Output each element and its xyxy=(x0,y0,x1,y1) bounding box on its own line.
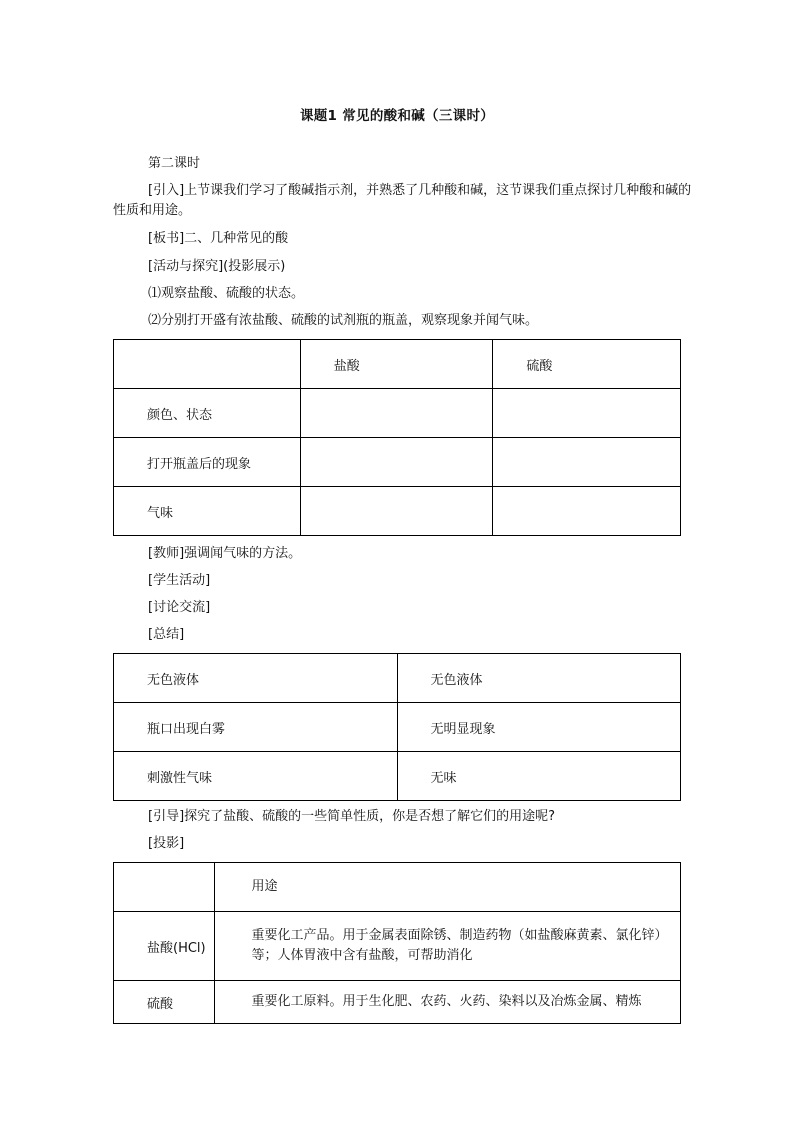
row-label: 颜色、状态 xyxy=(114,389,301,438)
table-cell xyxy=(300,487,493,536)
table-cell xyxy=(493,389,681,438)
row-label: 盐酸(HCl) xyxy=(114,912,215,981)
guide-paragraph: [引导]探究了盐酸、硫酸的一些简单性质，你是否想了解它们的用途呢? xyxy=(148,809,556,824)
table-row xyxy=(114,703,681,752)
uses-table xyxy=(113,862,681,1024)
discussion: [讨论交流] xyxy=(148,600,211,615)
activity-heading: [活动与探究](投影展示) xyxy=(148,259,286,274)
table-cell xyxy=(300,389,493,438)
table-cell: 重要化工产品。用于金属表面除锈、制造药物（如盐酸麻黄素、氯化锌）等；人体胃液中含有盐酸，可帮助消化 xyxy=(215,912,681,981)
table-row xyxy=(114,912,681,981)
summary-table xyxy=(113,653,681,801)
intro-paragraph: [引入]上节课我们学习了酸碱指示剂，并熟悉了几种酸和碱，这节课我们重点探讨几种酸和碱的性质和用途。 xyxy=(113,183,692,218)
step-one: ⑴观察盐酸、硫酸的状态。 xyxy=(148,286,305,301)
table-header: 用途 xyxy=(215,863,681,912)
step-two: ⑵分别打开盛有浓盐酸、硫酸的试剂瓶的瓶盖，观察现象并闻气味。 xyxy=(148,313,539,328)
page-title: 课题1 常见的酸和碱（三课时） xyxy=(299,108,495,124)
table-row xyxy=(114,981,681,1024)
table-cell: 瓶口出现白雾 xyxy=(114,703,398,752)
row-label: 打开瓶盖后的现象 xyxy=(114,438,301,487)
table-header: 硫酸 xyxy=(493,340,681,389)
board-heading: [板书]二、几种常见的酸 xyxy=(148,231,289,246)
student-activity: [学生活动] xyxy=(148,573,211,588)
table-cell xyxy=(114,863,215,912)
lesson-label: 第二课时 xyxy=(148,156,201,171)
table-row xyxy=(114,438,681,487)
table-row xyxy=(114,752,681,801)
table-cell xyxy=(300,438,493,487)
table-cell: 重要化工原料。用于生化肥、农药、火药、染料以及冶炼金属、精炼 xyxy=(215,981,681,1024)
table-cell: 无色液体 xyxy=(114,654,398,703)
observation-table xyxy=(113,339,681,536)
table-row xyxy=(114,863,681,912)
table-cell xyxy=(114,340,301,389)
table-header: 盐酸 xyxy=(300,340,493,389)
row-label: 硫酸 xyxy=(114,981,215,1024)
table-cell: 刺激性气味 xyxy=(114,752,398,801)
table-cell: 无明显现象 xyxy=(397,703,681,752)
summary-heading: [总结] xyxy=(148,627,185,642)
table-cell xyxy=(493,487,681,536)
table-row xyxy=(114,389,681,438)
teacher-note: [教师]强调闻气味的方法。 xyxy=(148,546,302,561)
row-label: 气味 xyxy=(114,487,301,536)
table-row xyxy=(114,654,681,703)
table-cell xyxy=(493,438,681,487)
table-row xyxy=(114,487,681,536)
table-cell: 无味 xyxy=(397,752,681,801)
table-row xyxy=(114,340,681,389)
projection-label: [投影] xyxy=(148,836,185,851)
table-cell: 无色液体 xyxy=(397,654,681,703)
